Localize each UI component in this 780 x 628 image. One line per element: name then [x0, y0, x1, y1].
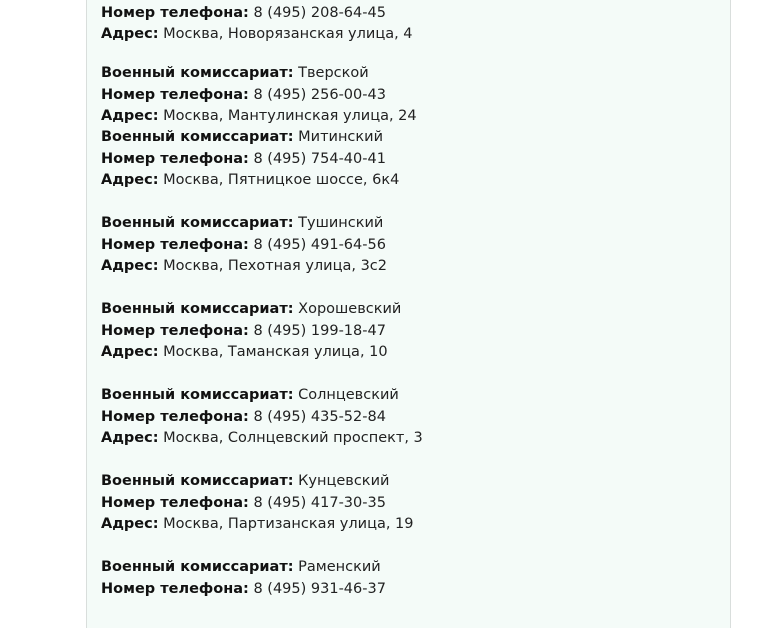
address-value: Москва, Пятницкое шоссе, 6к4 — [163, 172, 400, 188]
address-line — [101, 106, 417, 128]
phone-label: Номер телефона: — [101, 408, 249, 425]
list-item — [101, 557, 386, 600]
address-label: Адрес: — [101, 516, 159, 532]
phone-label: Номер телефона: — [101, 322, 249, 339]
phone-number: 8 (495) 931-46-37 — [253, 580, 386, 597]
commissariat-line — [101, 63, 417, 85]
address-line — [101, 342, 401, 364]
phone-line — [101, 321, 401, 343]
phone-line — [101, 493, 414, 515]
phone-number: 8 (495) 435-52-84 — [253, 408, 386, 425]
list-item — [101, 0, 423, 46]
commissariat-name: Митинский — [298, 129, 384, 145]
phone-line — [101, 579, 386, 601]
list-item — [101, 385, 423, 450]
commissariat-line — [101, 471, 414, 493]
commissariat-name: Тушинский — [298, 215, 384, 231]
commissariat-line — [101, 213, 387, 235]
phone-label: Номер телефона: — [101, 150, 249, 167]
phone-label: Номер телефона: — [101, 236, 249, 253]
address-value: Москва, Пехотная улица, 3с2 — [163, 258, 388, 274]
commissariat-name: Хорошевский — [298, 301, 402, 317]
address-label: Адрес: — [101, 108, 159, 124]
list-item — [101, 299, 401, 364]
commissariat-label: Военный комиссариат: — [101, 473, 294, 489]
commissariat-line — [101, 385, 423, 407]
phone-label: Номер телефона: — [101, 580, 249, 597]
phone-line — [101, 3, 423, 25]
list-item — [101, 127, 399, 192]
commissariat-label: Военный комиссариат: — [101, 387, 294, 403]
commissariat-line — [101, 299, 401, 321]
content-panel — [86, 0, 731, 628]
phone-label: Номер телефона: — [101, 86, 249, 103]
address-label: Адрес: — [101, 344, 159, 360]
phone-number: 8 (495) 199-18-47 — [253, 322, 386, 339]
phone-number: 8 (495) 208-64-45 — [253, 4, 386, 21]
phone-line — [101, 149, 399, 171]
commissariat-label: Военный комиссариат: — [101, 215, 294, 231]
phone-number: 8 (495) 417-30-35 — [253, 494, 386, 511]
address-line — [101, 514, 414, 536]
phone-number: 8 (495) 256-00-43 — [253, 86, 386, 103]
phone-label: Номер телефона: — [101, 494, 249, 511]
commissariat-label: Военный комиссариат: — [101, 129, 294, 145]
commissariat-name: Раменский — [298, 559, 381, 575]
address-label: Адрес: — [101, 172, 159, 188]
phone-number: 8 (495) 491-64-56 — [253, 236, 386, 253]
list-item — [101, 213, 387, 278]
commissariat-name: Кунцевский — [298, 473, 390, 489]
address-line — [101, 256, 387, 278]
commissariat-line — [101, 557, 386, 579]
commissariat-label: Военный комиссариат: — [101, 301, 294, 317]
address-value: Москва, Мантулинская улица, 24 — [163, 108, 417, 124]
phone-line — [101, 85, 417, 107]
phone-line — [101, 407, 423, 429]
address-line — [101, 24, 423, 46]
address-line — [101, 170, 399, 192]
phone-number: 8 (495) 754-40-41 — [253, 150, 386, 167]
commissariat-line — [101, 127, 399, 149]
address-value: Москва, Новорязанская улица, 4 — [163, 26, 413, 42]
commissariat-label: Военный комиссариат: — [101, 65, 294, 81]
address-label: Адрес: — [101, 26, 159, 42]
address-value: Москва, Солнцевский проспект, 3 — [163, 430, 423, 446]
commissariat-label: Военный комиссариат: — [101, 559, 294, 575]
list-item — [101, 63, 417, 128]
phone-line — [101, 235, 387, 257]
address-line — [101, 428, 423, 450]
phone-label: Номер телефона: — [101, 4, 249, 21]
address-label: Адрес: — [101, 258, 159, 274]
address-value: Москва, Таманская улица, 10 — [163, 344, 388, 360]
list-item — [101, 471, 414, 536]
address-value: Москва, Партизанская улица, 19 — [163, 516, 414, 532]
commissariat-name: Тверской — [298, 65, 369, 81]
commissariat-name: Солнцевский — [298, 387, 399, 403]
address-label: Адрес: — [101, 430, 159, 446]
